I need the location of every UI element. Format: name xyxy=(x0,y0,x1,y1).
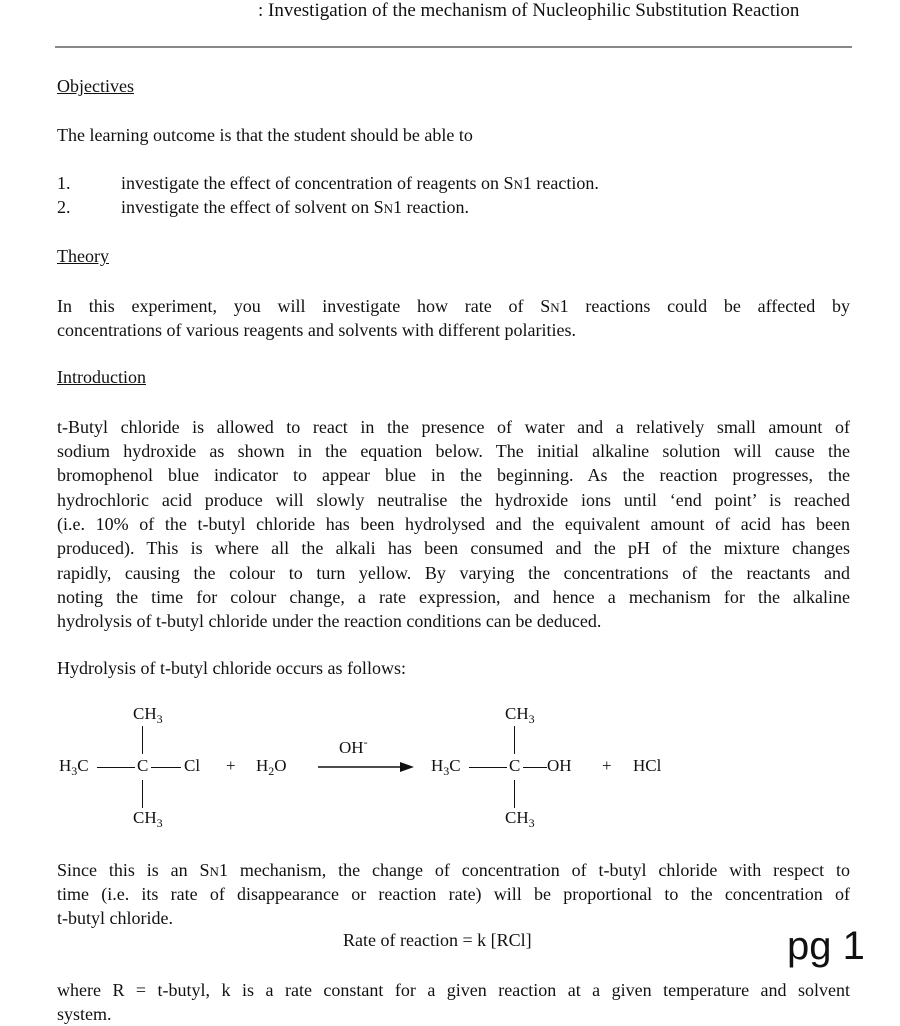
mechanism-line: where R = t-butyl, k is a rate constant for a given reaction at a given temperature and solvent xyxy=(57,980,850,1000)
paragraph-line: produced). This is where all the alkali has been consumed and the pH of the mixture changes xyxy=(57,538,850,558)
plus-sign: + xyxy=(226,756,236,775)
list-item xyxy=(121,197,469,218)
text: 1 mechanism, the change of concentration of t-butyl chloride with respect to xyxy=(218,860,850,880)
paragraph-line: (i.e. 10% of the t-butyl chloride has been hydrolysed and the equivalent amount of acid has been xyxy=(57,514,850,534)
list-number: 2. xyxy=(57,197,71,217)
text: In this experiment, you will investigate how rate of S xyxy=(57,296,551,316)
reaction-arrow-icon xyxy=(318,760,414,774)
objectives-intro: The learning outcome is that the student should be able to xyxy=(57,125,473,145)
methyl-group: $CH_3$ xyxy=(133,704,163,726)
list-item-text: 1 reaction. xyxy=(393,197,469,217)
list-item-text: N xyxy=(383,201,393,216)
list-item-text: N xyxy=(513,177,523,192)
bond xyxy=(514,726,515,754)
hydroxyl: OH xyxy=(547,756,572,775)
rate-equation: Rate of reaction = k [RCl] xyxy=(343,930,532,950)
bond xyxy=(97,767,135,768)
mechanism-line: time (i.e. its rate of disappearance or reaction rate) will be proportional to the concentration of xyxy=(57,884,850,904)
text: 1 reactions could be affected by xyxy=(559,296,850,316)
text: Since this is an S xyxy=(57,860,210,880)
paragraph-line: rapidly, causing the colour to turn yellow. By varying the concentrations of the reactants and xyxy=(57,563,850,583)
list-item xyxy=(121,173,599,194)
page-number: pg 1 xyxy=(787,924,865,968)
central-carbon: C xyxy=(137,756,149,775)
paragraph-line: bromophenol blue indicator to appear blue in the beginning. As the reaction progresses, the xyxy=(57,465,850,485)
bond xyxy=(142,780,143,808)
paragraph-line: noting the time for colour change, a rate expression, and hence a mechanism for the alkaline xyxy=(57,587,850,607)
header-divider xyxy=(55,46,852,48)
theory-heading: Theory xyxy=(57,246,109,266)
chlorine: Cl xyxy=(184,756,201,775)
methyl-group: $CH_3$ xyxy=(133,808,163,830)
list-number: 1. xyxy=(57,173,71,193)
mechanism-line: t-butyl chloride. xyxy=(57,908,173,928)
theory-line: concentrations of various reagents and solvents with different polarities. xyxy=(57,320,577,340)
objectives-heading: Objectives xyxy=(57,76,134,96)
central-carbon: C xyxy=(509,756,521,775)
hydrochloric-acid: HCl xyxy=(633,756,662,775)
plus-sign: + xyxy=(602,756,612,775)
methyl-group: $CH_3$ xyxy=(505,704,535,726)
bond xyxy=(469,767,507,768)
methyl-group: $H_3C$ xyxy=(431,756,461,778)
bond xyxy=(151,767,181,768)
bond xyxy=(523,767,547,768)
mechanism-line xyxy=(57,858,850,884)
introduction-heading: Introduction xyxy=(57,367,146,387)
bond xyxy=(514,780,515,808)
catalyst-label: OH- xyxy=(339,735,368,757)
paragraph-line: hydrolysis of t-butyl chloride under the reaction conditions can be deduced. xyxy=(57,611,602,631)
page-title: : Investigation of the mechanism of Nucleophilic Substitution Reaction xyxy=(258,0,800,21)
text: N xyxy=(209,864,219,879)
theory-line xyxy=(57,294,850,320)
methyl-group: $CH_3$ xyxy=(505,808,535,830)
bond xyxy=(142,726,143,754)
list-item-text: 1 reaction. xyxy=(522,173,599,193)
list-item-text: investigate the effect of concentration of reagents on S xyxy=(121,173,514,193)
text: N xyxy=(550,300,560,315)
list-item-text: investigate the effect of solvent on S xyxy=(121,197,384,217)
methyl-group: $H_3C$ xyxy=(59,756,89,778)
hydrolysis-intro: Hydrolysis of t-butyl chloride occurs as follows: xyxy=(57,658,406,678)
paragraph-line: sodium hydroxide as shown in the equation below. The initial alkaline solution will cause the xyxy=(57,441,850,461)
water: $H_2O$ xyxy=(256,756,287,778)
paragraph-line: t-Butyl chloride is allowed to react in the presence of water and a relatively small amount of xyxy=(57,417,850,437)
paragraph-line: hydrochloric acid produce will slowly neutralise the hydroxide ions until ‘end point’ is reached xyxy=(57,490,850,510)
mechanism-line: system. xyxy=(57,1004,112,1024)
